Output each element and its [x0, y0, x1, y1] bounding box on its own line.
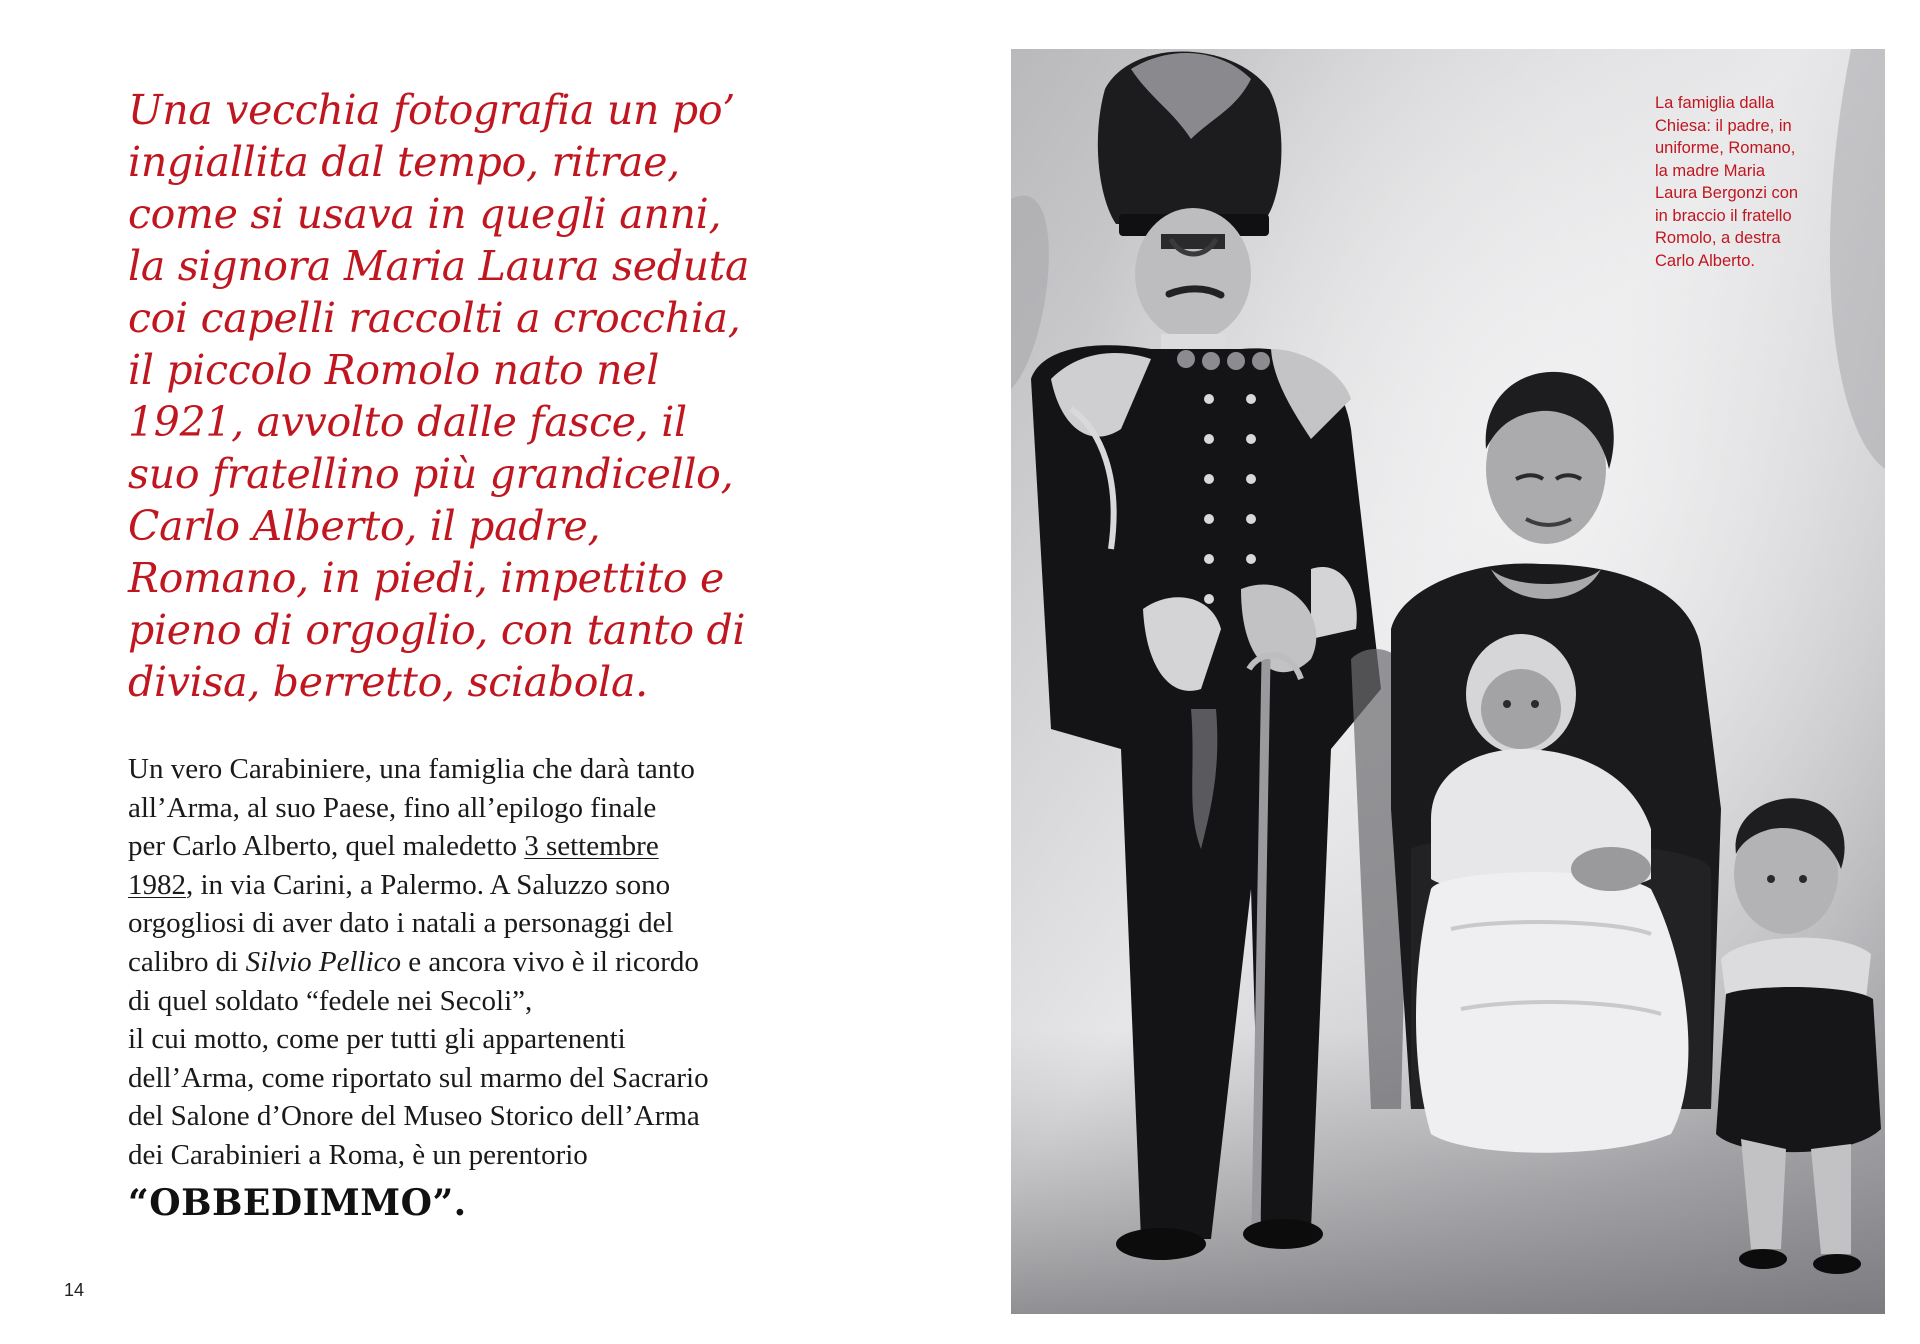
body-line: all’Arma, al suo Paese, fino all’epilogo finale: [128, 791, 657, 824]
motto-obbedimmo: “OBBEDIMMO”.: [128, 1181, 467, 1224]
page-number: 14: [64, 1280, 85, 1300]
photo-caption: [1655, 92, 1845, 272]
pull-quote-line: come si usava in quegli anni,: [128, 190, 722, 238]
body-text-segment: per Carlo Alberto, quel maledetto: [128, 830, 525, 863]
pull-quote-line: coi capelli raccolti a crocchia,: [128, 294, 741, 342]
pull-quote-line: Carlo Alberto, il padre,: [128, 502, 601, 550]
body-line: dell’Arma, come riportato sul marmo del Sacrario: [128, 1061, 709, 1094]
body-line: del Salone d’Onore del Museo Storico dell’Arma: [128, 1100, 700, 1133]
caption-line: Romolo, a destra: [1655, 229, 1781, 247]
family-photograph: [1011, 49, 1885, 1314]
body-text-segment: calibro di: [128, 945, 246, 978]
body-line: dei Carabinieri a Roma, è un perentorio: [128, 1138, 588, 1171]
body-line: di quel soldato “fedele nei Secoli”,: [128, 984, 533, 1017]
body-text-segment: , in via Carini, a Palermo. A Saluzzo sono: [186, 868, 671, 901]
body-line: [128, 943, 848, 982]
caption-line: Laura Bergonzi con: [1655, 184, 1799, 202]
pull-quote-line: ingiallita dal tempo, ritrae,: [128, 138, 680, 186]
body-line: Un vero Carabiniere, una famiglia che darà tanto: [128, 753, 695, 785]
date-link-part-2[interactable]: 1982: [128, 868, 186, 901]
caption-line: in braccio il fratello: [1655, 206, 1792, 225]
pull-quote-line: suo fratellino più grandicello,: [128, 450, 734, 498]
body-paragraph: [128, 750, 848, 1225]
caption-line: Carlo Alberto.: [1655, 251, 1755, 270]
pull-quote-line: Una vecchia fotografia un po’: [128, 86, 735, 134]
caption-line: la madre Maria: [1655, 161, 1766, 180]
pull-quote: [128, 84, 848, 708]
caption-line: Chiesa: il padre, in: [1655, 116, 1792, 135]
name-emphasis: Silvio Pellico: [245, 945, 401, 978]
body-line: [128, 827, 848, 866]
caption-line: uniforme, Romano,: [1655, 139, 1796, 157]
pull-quote-line: Romano, in piedi, impettito e: [128, 554, 724, 602]
body-text-segment: e ancora vivo è il ricordo: [401, 945, 699, 978]
body-line: il cui motto, come per tutti gli appartenenti: [128, 1023, 626, 1056]
caption-line: La famiglia dalla: [1655, 94, 1775, 112]
pull-quote-line: il piccolo Romolo nato nel: [128, 346, 660, 394]
pull-quote-line: divisa, berretto, sciabola.: [128, 658, 648, 706]
body-line: orgogliosi di aver dato i natali a personaggi del: [128, 907, 674, 940]
body-line: [128, 866, 848, 905]
pull-quote-line: pieno di orgoglio, con tanto di: [128, 606, 746, 654]
pull-quote-line: 1921, avvolto dalle fasce, il: [128, 398, 687, 446]
date-link-part-1[interactable]: 3 settembre: [524, 830, 659, 863]
pull-quote-line: la signora Maria Laura seduta: [128, 242, 750, 290]
